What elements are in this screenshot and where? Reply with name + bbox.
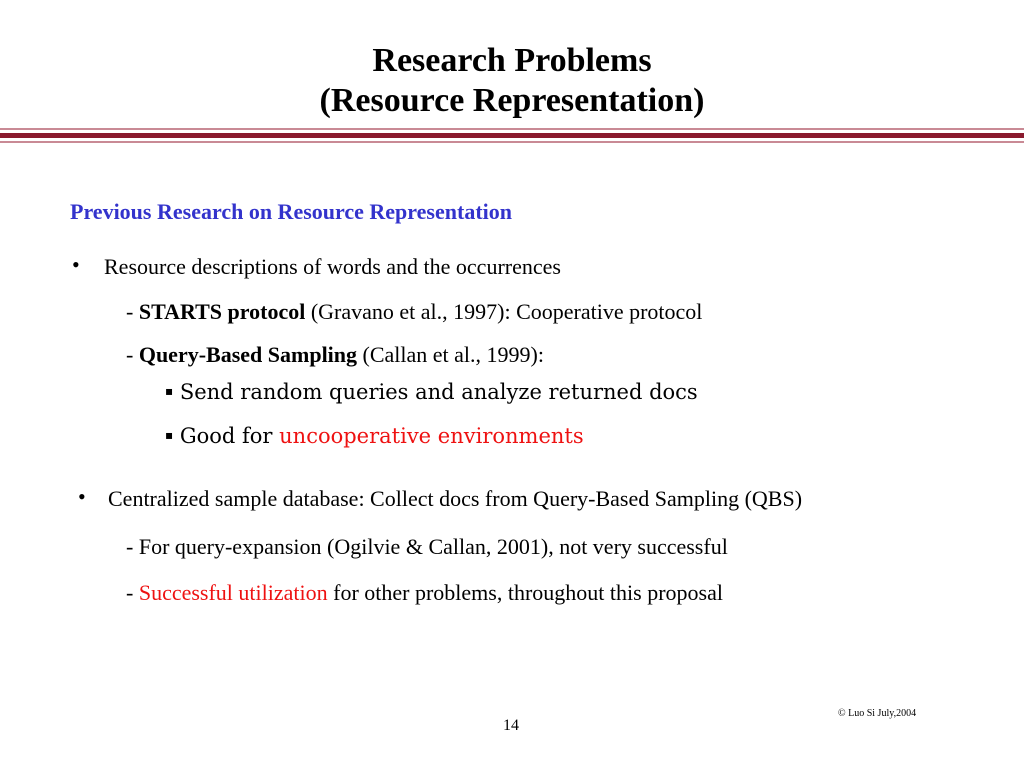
bullet1-subsub1 xyxy=(165,380,698,404)
bullet2-text: Centralized sample database: Collect docs from Query-Based Sampling (QBS) xyxy=(108,486,803,511)
successful-utilization-highlight: Successful utilization xyxy=(138,580,328,605)
dash: - xyxy=(126,299,139,324)
dash: - xyxy=(126,534,139,559)
divider-line-top xyxy=(0,128,1024,130)
slide-title-line2: (Resource Representation) xyxy=(319,82,705,119)
qbs-desc: (Callan et al., 1999): xyxy=(357,342,544,367)
dash: - xyxy=(126,342,139,367)
starts-protocol-desc: (Gravano et al., 1997): Cooperative protocol xyxy=(305,299,703,324)
bullet-icon: • xyxy=(72,252,80,277)
qbs-term: Query-Based Sampling xyxy=(138,342,358,367)
subsub2-prefix: Good for xyxy=(179,424,280,448)
square-bullet-icon: ▪ xyxy=(165,428,174,442)
bullet1-text: Resource descriptions of words and the occurrences xyxy=(104,254,561,279)
copyright-notice: © Luo Si July,2004 xyxy=(838,708,917,719)
section-heading: Previous Research on Resource Representation xyxy=(70,199,512,224)
bullet2-sub2 xyxy=(126,580,723,606)
starts-protocol-term: STARTS protocol xyxy=(138,299,306,324)
square-bullet-icon: ▪ xyxy=(165,384,174,398)
bullet2-sub2-rest: for other problems, throughout this proposal xyxy=(327,580,723,605)
bullet2-sub1-text: For query-expansion (Ogilvie & Callan, 2001), not very successful xyxy=(138,534,728,559)
subsub1-text: Send random queries and analyze returned docs xyxy=(179,380,698,404)
divider-line-main xyxy=(0,133,1024,138)
bullet-icon: • xyxy=(78,484,86,509)
bullet2-sub1 xyxy=(126,534,728,560)
subsub2-highlight: uncooperative environments xyxy=(279,424,584,448)
bullet1-sub2 xyxy=(126,342,544,368)
dash: - xyxy=(126,580,139,605)
divider-line-bottom xyxy=(0,141,1024,143)
bullet1-subsub2 xyxy=(165,424,584,448)
slide-title-line1: Research Problems xyxy=(372,42,652,79)
bullet1-sub1 xyxy=(126,299,702,325)
page-number: 14 xyxy=(503,717,519,734)
